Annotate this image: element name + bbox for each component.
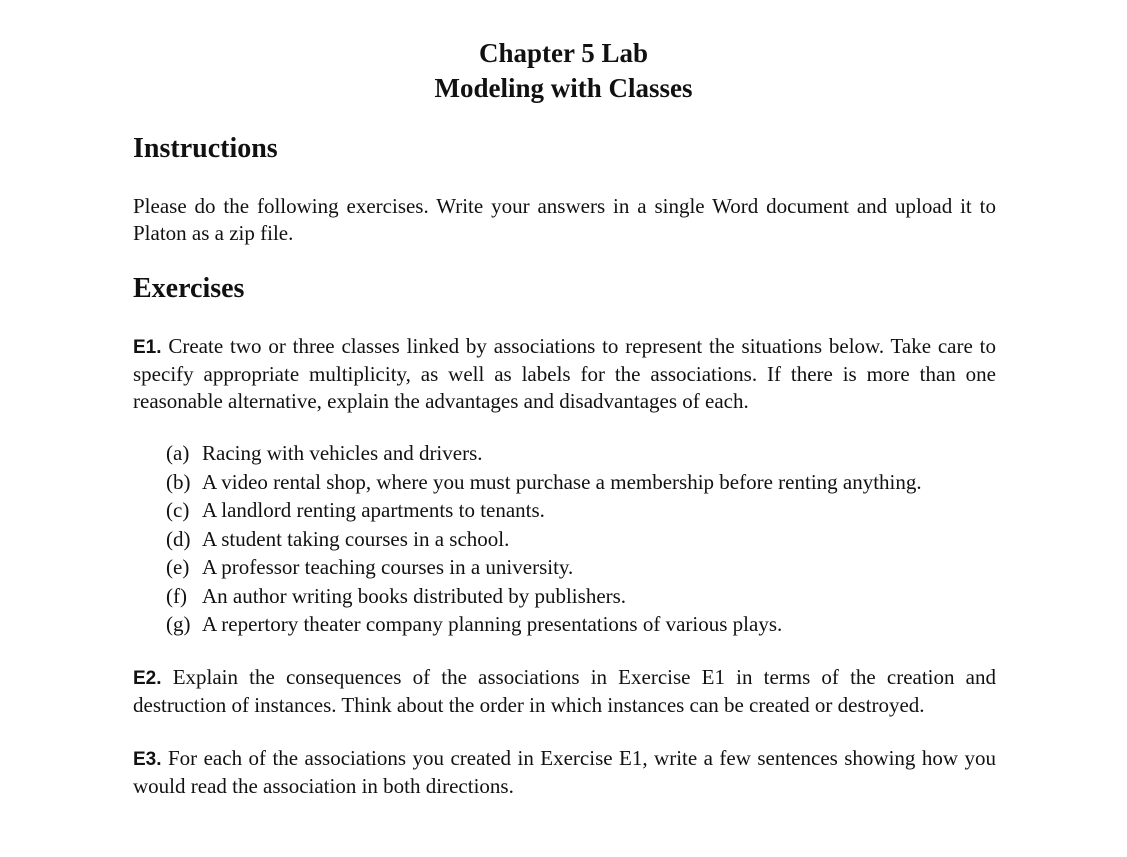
exercise-e1-list: [166, 439, 1006, 639]
list-item-text: Racing with vehicles and drivers.: [202, 441, 483, 465]
exercise-e1: [133, 333, 996, 415]
instructions-heading: Instructions: [133, 133, 278, 164]
exercise-e2-label: E2.: [133, 668, 162, 689]
list-item-marker: (b): [166, 469, 191, 494]
list-item-marker: (f): [166, 583, 187, 608]
list-item-text: An author writing books distributed by publishers.: [202, 583, 627, 608]
list-item-text: A landlord renting apartments to tenants.: [202, 498, 545, 522]
title-line-1: Chapter 5 Lab: [478, 38, 649, 68]
list-item: [166, 553, 1006, 582]
list-item-marker: (e): [166, 555, 190, 579]
document-title: [0, 36, 1127, 106]
list-item-text: A video rental shop, where you must purchase a membership before renting anything.: [202, 469, 922, 494]
list-item-text: A student taking courses in a school.: [202, 526, 510, 551]
list-item-marker: (a): [166, 441, 190, 465]
exercise-e1-text: Create two or three classes linked by associations to represent the situations below. Take care to specify appropriate multiplicity, as well as labels for the associations. If there is more than one reasonable alternative, explain the advantages and disadvantages of each.: [133, 334, 996, 413]
instructions-text: Please do the following exercises. Write your answers in a single Word document and upload it to Platon as a zip file.: [133, 194, 996, 245]
exercise-e3: [133, 745, 996, 800]
list-item: [166, 439, 1006, 468]
exercise-e2-text: Explain the consequences of the associations in Exercise E1 in terms of the creation and destruction of instances. Think about the order in which instances can be created or destroyed.: [133, 665, 996, 717]
exercises-heading: Exercises: [133, 273, 245, 304]
list-item-marker: (d): [166, 526, 191, 551]
exercise-e2: [133, 664, 996, 719]
exercise-e3-text: For each of the associations you created in Exercise E1, write a few sentences showing how you would read the association in both directions.: [133, 746, 996, 798]
list-item: [166, 582, 1006, 611]
list-item-marker: (g): [166, 612, 191, 636]
exercise-e1-label: E1.: [133, 337, 162, 358]
list-item-text: A repertory theater company planning presentations of various plays.: [202, 612, 783, 636]
list-item: [166, 468, 1006, 497]
list-item: [166, 525, 1006, 554]
list-item: [166, 610, 1006, 639]
list-item: [166, 496, 1006, 525]
list-item-text: A professor teaching courses in a university.: [202, 555, 574, 579]
title-line-2: Modeling with Classes: [434, 73, 693, 103]
exercise-e3-label: E3.: [133, 749, 162, 770]
list-item-marker: (c): [166, 498, 190, 522]
